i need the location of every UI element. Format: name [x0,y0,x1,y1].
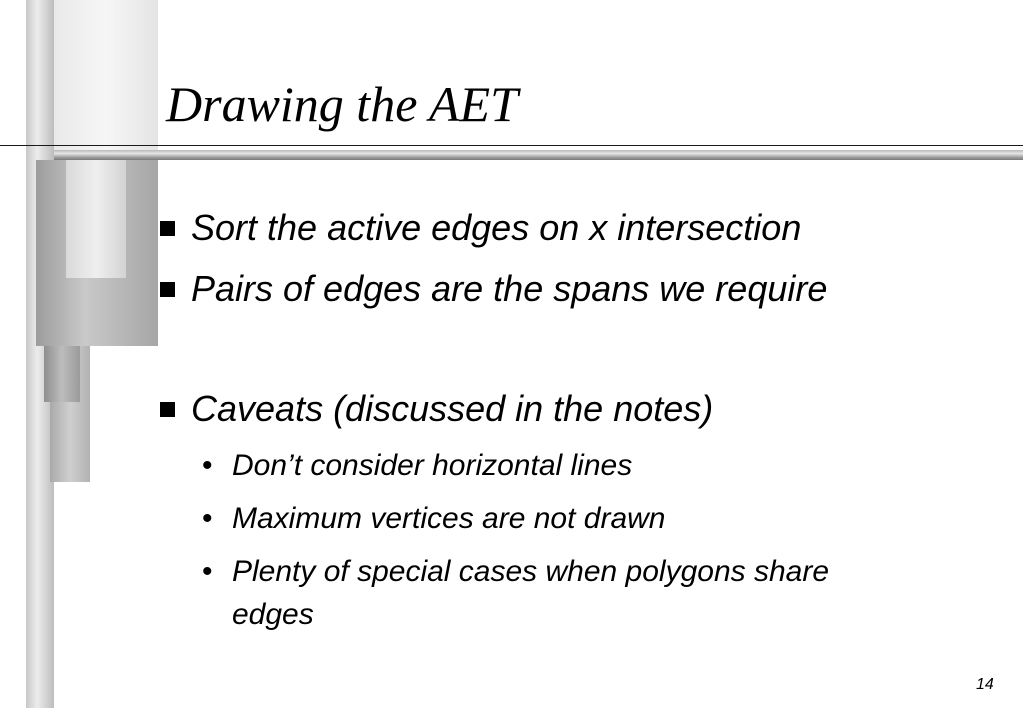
sub-bullet-text: Maximum vertices are not drawn [232,502,666,535]
bullet-text: Sort the active edges on x intersection [191,207,802,248]
decorative-bar [66,160,126,278]
square-bullet-icon [160,402,175,417]
dot-bullet-icon: • [202,449,213,482]
title-rule-thick [54,150,1023,160]
decorative-bar [54,0,158,160]
bullet-text: Caveats (discussed in the notes) [191,388,714,429]
dot-bullet-icon: • [202,502,213,535]
sub-bullet-text: Don’t consider horizontal lines [232,449,633,482]
title-rule-thin [0,145,1023,146]
square-bullet-icon [160,282,175,297]
slide-title: Drawing the AET [166,76,518,132]
page-number: 14 [976,676,994,693]
bullet-text: Pairs of edges are the spans we require [191,268,828,309]
decorative-bar [44,346,80,402]
square-bullet-icon [160,221,175,236]
sub-bullet-text: Plenty of special cases when polygons share edges [232,555,830,631]
dot-bullet-icon: • [202,555,213,588]
